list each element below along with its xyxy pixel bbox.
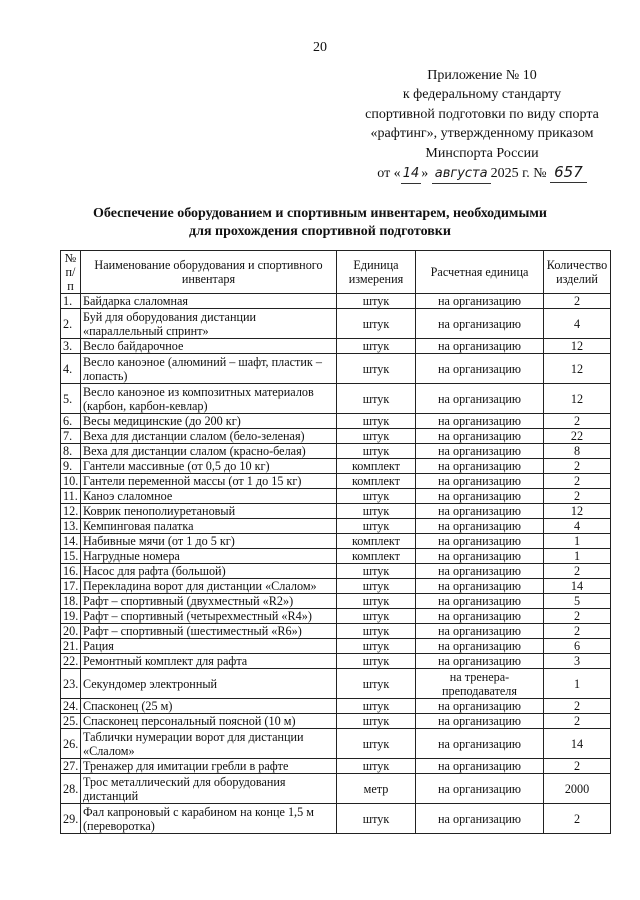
item-calc-unit: на организацию <box>416 459 544 474</box>
item-name: Рация <box>81 639 337 654</box>
item-unit: штук <box>337 729 416 759</box>
item-name: Рафт – спортивный (шестиместный «R6») <box>81 624 337 639</box>
item-name: Фал капроновый с карабином на конце 1,5 м (переворотка) <box>81 804 337 834</box>
table-row <box>61 564 611 579</box>
item-name: Насос для рафта (большой) <box>81 564 337 579</box>
item-calc-unit: на организацию <box>416 594 544 609</box>
row-number: 8. <box>61 444 81 459</box>
item-calc-unit: на организацию <box>416 519 544 534</box>
header-qty: Количество изделий <box>544 251 611 294</box>
row-number: 10. <box>61 474 81 489</box>
item-quantity: 3 <box>544 654 611 669</box>
item-unit: штук <box>337 609 416 624</box>
item-calc-unit: на организацию <box>416 354 544 384</box>
item-name: Весло каноэное из композитных материалов (карбон, карбон-кевлар) <box>81 384 337 414</box>
page-number: 20 <box>313 40 327 55</box>
table-row <box>61 594 611 609</box>
item-calc-unit: на организацию <box>416 429 544 444</box>
item-unit: штук <box>337 564 416 579</box>
table-row <box>61 699 611 714</box>
item-name: Перекладина ворот для дистанции «Слалом» <box>81 579 337 594</box>
item-quantity: 2 <box>544 759 611 774</box>
item-name: Спасконец (25 м) <box>81 699 337 714</box>
table-row <box>61 714 611 729</box>
item-unit: штук <box>337 624 416 639</box>
row-number: 16. <box>61 564 81 579</box>
row-number: 27. <box>61 759 81 774</box>
table-row <box>61 519 611 534</box>
item-name: Весло байдарочное <box>81 339 337 354</box>
title-line: Обеспечение оборудованием и спортивным инвентарем, необходимыми <box>93 206 547 221</box>
row-number: 18. <box>61 594 81 609</box>
header-name: Наименование оборудования и спортивного инвентаря <box>81 251 337 294</box>
row-number: 22. <box>61 654 81 669</box>
item-unit: штук <box>337 669 416 699</box>
equipment-table <box>60 250 611 834</box>
item-calc-unit: на организацию <box>416 489 544 504</box>
table-row <box>61 474 611 489</box>
item-quantity: 12 <box>544 354 611 384</box>
item-quantity: 2 <box>544 474 611 489</box>
item-calc-unit: на организацию <box>416 729 544 759</box>
item-quantity: 22 <box>544 429 611 444</box>
item-unit: метр <box>337 774 416 804</box>
handwritten-order-number: 657 <box>550 163 587 183</box>
item-quantity: 8 <box>544 444 611 459</box>
table-row <box>61 384 611 414</box>
item-name: Ремонтный комплект для рафта <box>81 654 337 669</box>
table-row <box>61 504 611 519</box>
item-name: Буй для оборудования дистанции «параллельный спринт» <box>81 309 337 339</box>
table-row <box>61 774 611 804</box>
item-name: Каноэ слаломное <box>81 489 337 504</box>
item-quantity: 2 <box>544 609 611 624</box>
item-unit: штук <box>337 414 416 429</box>
item-calc-unit: на организацию <box>416 414 544 429</box>
table-row <box>61 609 611 624</box>
row-number: 9. <box>61 459 81 474</box>
item-unit: штук <box>337 639 416 654</box>
item-quantity: 12 <box>544 504 611 519</box>
row-number: 7. <box>61 429 81 444</box>
row-number: 25. <box>61 714 81 729</box>
item-quantity: 2 <box>544 294 611 309</box>
table-row <box>61 489 611 504</box>
item-calc-unit: на организацию <box>416 549 544 564</box>
item-calc-unit: на организацию <box>416 639 544 654</box>
item-name: Спасконец персональный поясной (10 м) <box>81 714 337 729</box>
table-row <box>61 624 611 639</box>
appendix-line: спортивной подготовки по виду спорта <box>365 106 599 122</box>
item-calc-unit: на организацию <box>416 654 544 669</box>
table-body <box>61 294 611 834</box>
handwritten-month: августа <box>432 164 491 184</box>
date-prefix: от « <box>377 166 401 182</box>
item-unit: штук <box>337 504 416 519</box>
item-calc-unit: на организацию <box>416 579 544 594</box>
item-quantity: 4 <box>544 309 611 339</box>
title-line: для прохождения спортивной подготовки <box>189 224 451 239</box>
item-name: Тренажер для имитации гребли в рафте <box>81 759 337 774</box>
item-unit: штук <box>337 294 416 309</box>
table-header-row <box>61 251 611 294</box>
table-row <box>61 654 611 669</box>
item-calc-unit: на организацию <box>416 309 544 339</box>
item-quantity: 12 <box>544 339 611 354</box>
appendix-line: к федеральному стандарту <box>402 87 562 103</box>
table-row <box>61 294 611 309</box>
item-unit: штук <box>337 384 416 414</box>
row-number: 21. <box>61 639 81 654</box>
item-name: Таблички нумерации ворот для дистанции «Слалом» <box>81 729 337 759</box>
item-calc-unit: на организацию <box>416 504 544 519</box>
row-number: 26. <box>61 729 81 759</box>
item-quantity: 1 <box>544 534 611 549</box>
date-year: 2025 г. № <box>490 166 547 182</box>
row-number: 28. <box>61 774 81 804</box>
item-unit: штук <box>337 699 416 714</box>
item-name: Рафт – спортивный (двухместный «R2») <box>81 594 337 609</box>
table-row <box>61 729 611 759</box>
item-calc-unit: на организацию <box>416 699 544 714</box>
item-name: Рафт – спортивный (четырехместный «R4») <box>81 609 337 624</box>
item-name: Весы медицинские (до 200 кг) <box>81 414 337 429</box>
table-row <box>61 804 611 834</box>
item-quantity: 2 <box>544 624 611 639</box>
item-name: Набивные мячи (от 1 до 5 кг) <box>81 534 337 549</box>
item-name: Трос металлический для оборудования дистанций <box>81 774 337 804</box>
item-name: Весло каноэное (алюминий – шафт, пластик – лопасть) <box>81 354 337 384</box>
item-unit: штук <box>337 444 416 459</box>
item-unit: комплект <box>337 549 416 564</box>
item-unit: комплект <box>337 534 416 549</box>
table-row <box>61 459 611 474</box>
item-quantity: 2 <box>544 459 611 474</box>
appendix-line: Минспорта России <box>425 145 539 161</box>
item-name: Байдарка слаломная <box>81 294 337 309</box>
item-name: Гантели массивные (от 0,5 до 10 кг) <box>81 459 337 474</box>
item-unit: штук <box>337 309 416 339</box>
row-number: 17. <box>61 579 81 594</box>
item-name: Коврик пенополиуретановый <box>81 504 337 519</box>
item-quantity: 6 <box>544 639 611 654</box>
table-row <box>61 534 611 549</box>
item-quantity: 2 <box>544 564 611 579</box>
item-unit: штук <box>337 519 416 534</box>
row-number: 29. <box>61 804 81 834</box>
item-quantity: 5 <box>544 594 611 609</box>
date-mid: » <box>421 166 429 182</box>
item-name: Веха для дистанции слалом (красно-белая) <box>81 444 337 459</box>
header-calc: Расчетная единица <box>416 251 544 294</box>
item-quantity: 2000 <box>544 774 611 804</box>
item-name: Кемпинговая палатка <box>81 519 337 534</box>
table-row <box>61 429 611 444</box>
table-row <box>61 309 611 339</box>
item-calc-unit: на организацию <box>416 759 544 774</box>
table-row <box>61 444 611 459</box>
table-row <box>61 354 611 384</box>
appendix-date-line <box>356 163 608 184</box>
item-quantity: 4 <box>544 519 611 534</box>
table-row <box>61 669 611 699</box>
row-number: 20. <box>61 624 81 639</box>
table-row <box>61 549 611 564</box>
row-number: 15. <box>61 549 81 564</box>
table-row <box>61 639 611 654</box>
item-name: Гантели переменной массы (от 1 до 15 кг) <box>81 474 337 489</box>
row-number: 24. <box>61 699 81 714</box>
row-number: 13. <box>61 519 81 534</box>
item-calc-unit: на организацию <box>416 774 544 804</box>
item-calc-unit: на организацию <box>416 339 544 354</box>
item-quantity: 14 <box>544 579 611 594</box>
table-row <box>61 579 611 594</box>
row-number: 2. <box>61 309 81 339</box>
item-unit: штук <box>337 354 416 384</box>
appendix-block <box>356 66 608 184</box>
row-number: 11. <box>61 489 81 504</box>
table-row <box>61 759 611 774</box>
document-title <box>40 205 600 241</box>
row-number: 14. <box>61 534 81 549</box>
item-quantity: 2 <box>544 699 611 714</box>
table-row <box>61 414 611 429</box>
item-unit: штук <box>337 579 416 594</box>
item-calc-unit: на организацию <box>416 534 544 549</box>
item-quantity: 14 <box>544 729 611 759</box>
item-calc-unit: на организацию <box>416 294 544 309</box>
item-calc-unit: на организацию <box>416 564 544 579</box>
item-calc-unit: на организацию <box>416 714 544 729</box>
row-number: 3. <box>61 339 81 354</box>
item-calc-unit: на организацию <box>416 804 544 834</box>
row-number: 12. <box>61 504 81 519</box>
item-calc-unit: на организацию <box>416 624 544 639</box>
item-unit: штук <box>337 594 416 609</box>
item-unit: комплект <box>337 474 416 489</box>
table-row <box>61 339 611 354</box>
item-unit: штук <box>337 429 416 444</box>
item-calc-unit: на организацию <box>416 474 544 489</box>
item-unit: комплект <box>337 459 416 474</box>
row-number: 1. <box>61 294 81 309</box>
item-unit: штук <box>337 339 416 354</box>
appendix-title: Приложение № 10 <box>427 68 537 83</box>
item-unit: штук <box>337 714 416 729</box>
row-number: 4. <box>61 354 81 384</box>
item-unit: штук <box>337 489 416 504</box>
item-calc-unit: на организацию <box>416 609 544 624</box>
item-quantity: 2 <box>544 714 611 729</box>
item-quantity: 1 <box>544 549 611 564</box>
item-calc-unit: на организацию <box>416 384 544 414</box>
header-num: № п/п <box>61 251 81 294</box>
item-calc-unit: на тренера-преподавателя <box>416 669 544 699</box>
item-name: Нагрудные номера <box>81 549 337 564</box>
handwritten-day: 14 <box>401 164 422 184</box>
header-unit: Единица измерения <box>337 251 416 294</box>
appendix-line: «рафтинг», утвержденному приказом <box>370 126 594 142</box>
row-number: 5. <box>61 384 81 414</box>
item-quantity: 2 <box>544 414 611 429</box>
row-number: 6. <box>61 414 81 429</box>
item-unit: штук <box>337 654 416 669</box>
item-unit: штук <box>337 804 416 834</box>
item-unit: штук <box>337 759 416 774</box>
item-quantity: 1 <box>544 669 611 699</box>
item-calc-unit: на организацию <box>416 444 544 459</box>
item-quantity: 12 <box>544 384 611 414</box>
item-name: Веха для дистанции слалом (бело-зеленая) <box>81 429 337 444</box>
item-quantity: 2 <box>544 804 611 834</box>
item-name: Секундомер электронный <box>81 669 337 699</box>
row-number: 23. <box>61 669 81 699</box>
row-number: 19. <box>61 609 81 624</box>
item-quantity: 2 <box>544 489 611 504</box>
